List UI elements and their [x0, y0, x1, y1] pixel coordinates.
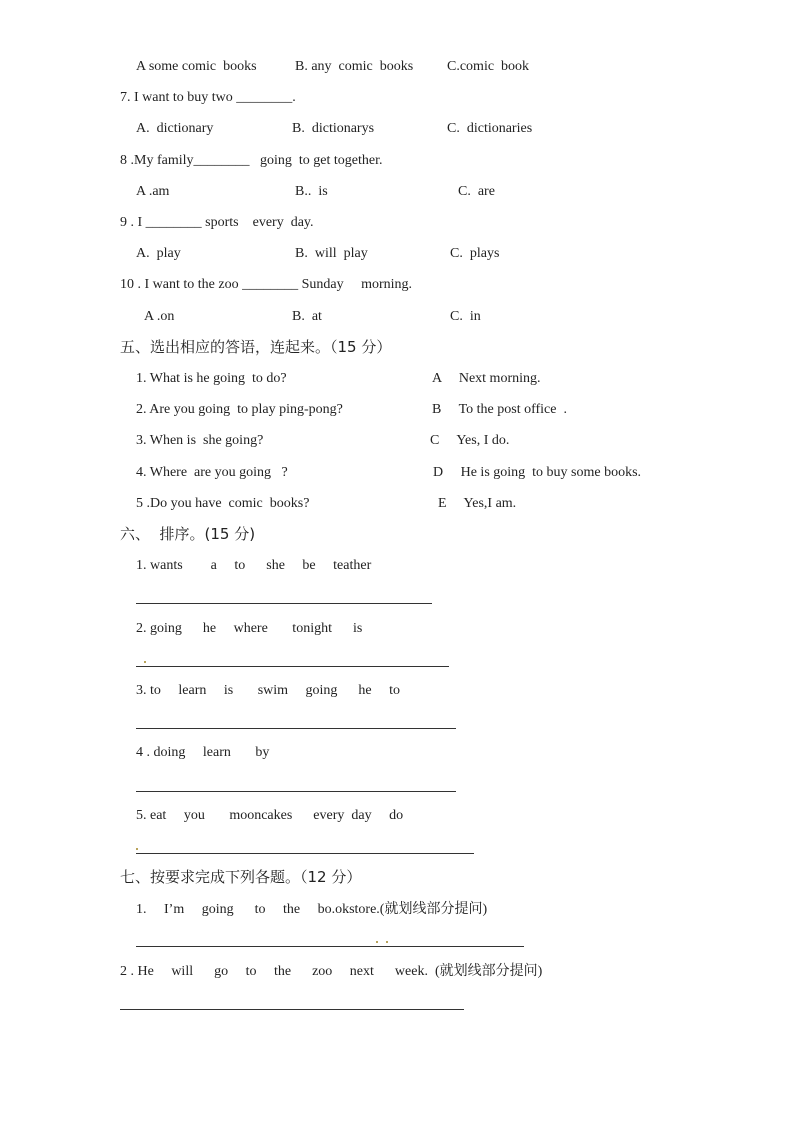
q7-option-c: C. dictionaries	[447, 121, 533, 136]
q10-option-c: C. in	[450, 309, 481, 324]
section5-title: 五、选出相应的答语，连起来。（15 分）	[120, 338, 392, 356]
q8-option-a: A .am	[136, 184, 170, 199]
q8-option-c: C. are	[458, 184, 495, 199]
section5-question: 4. Where are you going ?	[136, 465, 288, 480]
q8-stem: 8 .My family________ going to get together.	[120, 153, 383, 168]
answer-line[interactable]	[136, 946, 524, 947]
ink-speck	[144, 661, 146, 663]
section5-answer: C Yes, I do.	[430, 433, 510, 448]
q7-option-a: A. dictionary	[136, 121, 214, 136]
q10-option-b: B. at	[292, 309, 322, 324]
ink-speck	[376, 941, 378, 943]
answer-line[interactable]	[120, 1009, 464, 1010]
section5-question: 5 .Do you have comic books?	[136, 496, 310, 511]
q9-option-c: C. plays	[450, 246, 500, 261]
answer-line[interactable]	[136, 791, 456, 792]
q7-stem: 7. I want to buy two ________.	[120, 90, 296, 105]
answer-line[interactable]	[136, 853, 474, 854]
answer-line[interactable]	[136, 666, 449, 667]
q9-option-b: B. will play	[295, 246, 368, 261]
section5-answer: E Yes,I am.	[438, 496, 517, 511]
q9-option-a: A. play	[136, 246, 181, 261]
section6-item: 4 . doing learn by	[136, 745, 270, 760]
q6-option-a: A some comic books	[136, 59, 257, 74]
section6-title: 六、 排序。(15 分)	[120, 525, 256, 543]
section6-item: 3. to learn is swim going he to	[136, 683, 401, 698]
section5-answer: B To the post office .	[432, 402, 567, 417]
q10-option-a: A .on	[144, 309, 175, 324]
section5-answer: A Next morning.	[432, 371, 541, 386]
section5-question: 2. Are you going to play ping-pong?	[136, 402, 343, 417]
section7-item: 1. I’m going to the bo.okstore.(就划线部分提问)	[136, 902, 488, 917]
answer-line[interactable]	[136, 603, 432, 604]
section6-item: 5. eat you mooncakes every day do	[136, 808, 404, 823]
q6-option-c: C.comic book	[447, 59, 530, 74]
answer-line[interactable]	[136, 728, 456, 729]
section5-question: 3. When is she going?	[136, 433, 264, 448]
q7-option-b: B. dictionarys	[292, 121, 375, 136]
section6-item: 1. wants a to she be teather	[136, 558, 372, 573]
q8-option-b: B.. is	[295, 184, 328, 199]
q10-stem: 10 . I want to the zoo ________ Sunday morning.	[120, 277, 413, 292]
section5-answer: D He is going to buy some books.	[433, 465, 642, 480]
section5-question: 1. What is he going to do?	[136, 371, 287, 386]
ink-speck	[136, 848, 138, 850]
section6-item: 2. going he where tonight is	[136, 621, 363, 636]
section7-title: 七、按要求完成下列各题。（12 分）	[120, 868, 362, 886]
q9-stem: 9 . I ________ sports every day.	[120, 215, 314, 230]
ink-speck	[386, 941, 388, 943]
q6-option-b: B. any comic books	[295, 59, 414, 74]
section7-item: 2 . He will go to the zoo next week. (就划线部分提问)	[120, 964, 543, 979]
